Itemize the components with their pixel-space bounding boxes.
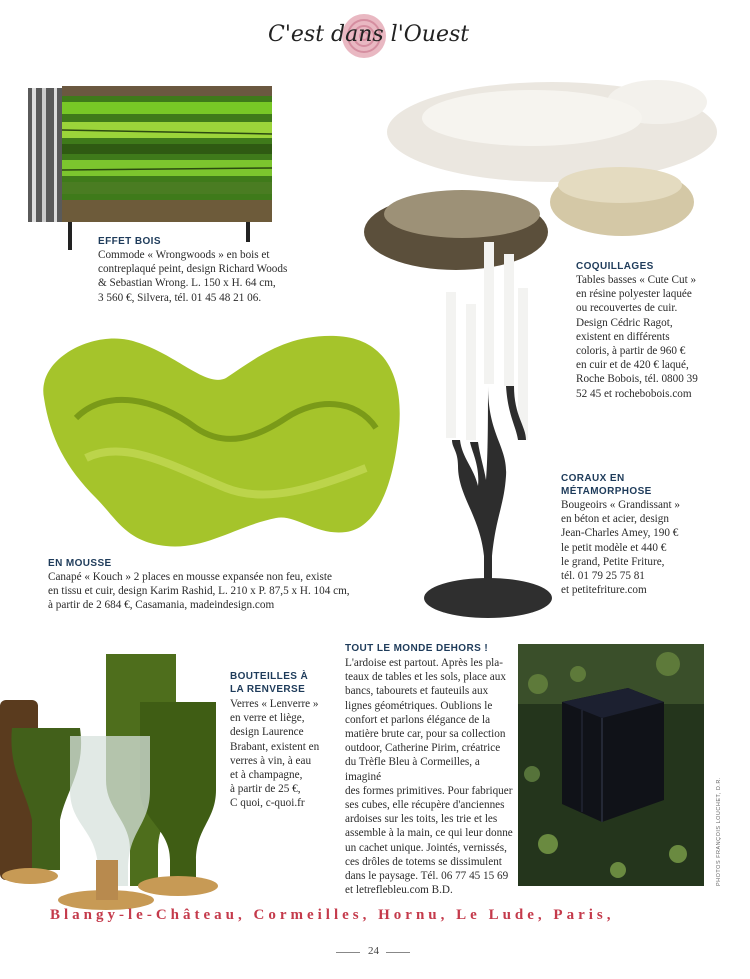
effet-bois-body: Commode « Wrongwoods » en bois et contreplaqué peint, design Richard Woods & Sebastian Wrong. L. 150 x H. 64 cm, 3 560 €, Silvera, tél. 01 45 48 21 06. bbox=[98, 249, 288, 304]
slate-cube-photo bbox=[518, 644, 704, 886]
coquillages-body: Tables basses « Cute Cut » en résine polyester laquée ou recouvertes de cuir. Design Cédric Ragot, existent en différents coloris, à partir de 960 € en cuir et de 420 € laqué, Roche Bobois, tél. 0800 39 52 45 et rochebobois.com bbox=[576, 274, 698, 400]
footer-city-list: Blangy-le-Château, Cormeilles, Hornu, Le Lude, Paris, bbox=[50, 907, 615, 923]
glasses-image bbox=[0, 650, 222, 912]
sofa-image bbox=[26, 318, 408, 554]
bouteilles-heading: BOUTEILLES À LA RENVERSE bbox=[230, 671, 309, 695]
bouteilles-body: Verres « Lenverre » en verre et liège, design Laurence Brabant, existent en verres à vin, à eau et à champagne, à partir de 25 €, C quoi, c-quoi.fr bbox=[230, 698, 320, 810]
tout-le-monde-heading: TOUT LE MONDE DEHORS ! bbox=[345, 643, 489, 654]
coraux-body: Bougeoirs « Grandissant » en béton et acier, design Jean-Charles Amey, 190 € le petit modèle et 440 € le grand, Petite Friture, tél. 01 79 25 75 81 et petitefriture.com bbox=[561, 499, 681, 597]
coraux-heading: CORAUX EN MÉTAMORPHOSE bbox=[561, 473, 652, 497]
tout-le-monde-body: L'ardoise est partout. Après les pla- teaux de tables et les sols, place aux bancs, tabourets et fauteuils aux lignes géométriques. Oublions le confort et parlons élégance de la matière brute car, pour sa collection outdoor, Catherine Pirim, créatrice du Trèfle Bleu à Cormeilles, a imaginé des formes primitives. Pour fabriquer ses cubes, elle récupère d'anciennes ardoises sur les toits, les trie et les assemble à la main, ce qui leur donne un cachet unique. Jointés, vernissés, ces drôles de totems se dissimulent dans le paysage. Tél. 06 77 45 15 69 et letreflebleu.com B.D. bbox=[345, 657, 513, 897]
photo-credit: PHOTOS FRANÇOIS LOUCHET, D.R. bbox=[716, 777, 722, 886]
en-mousse-heading: EN MOUSSE bbox=[48, 558, 112, 569]
en-mousse-body: Canapé « Kouch » 2 places en mousse expansée non feu, existe en tissu et cuir, design Karim Rashid, L. 210 x P. 87,5 x H. 104 cm, à partir de 2 684 €, Casamania, madeindesign.com bbox=[48, 571, 350, 612]
footer-rule-right bbox=[386, 952, 410, 953]
effet-bois-heading: EFFET BOIS bbox=[98, 236, 161, 247]
page-title: C'est dans l'Ouest bbox=[268, 22, 470, 47]
coquillages-heading: COQUILLAGES bbox=[576, 261, 654, 272]
dresser-image bbox=[26, 82, 276, 252]
page-number: 24 bbox=[368, 945, 379, 957]
candleholder-image bbox=[418, 236, 558, 624]
footer-rule-left bbox=[336, 952, 360, 953]
